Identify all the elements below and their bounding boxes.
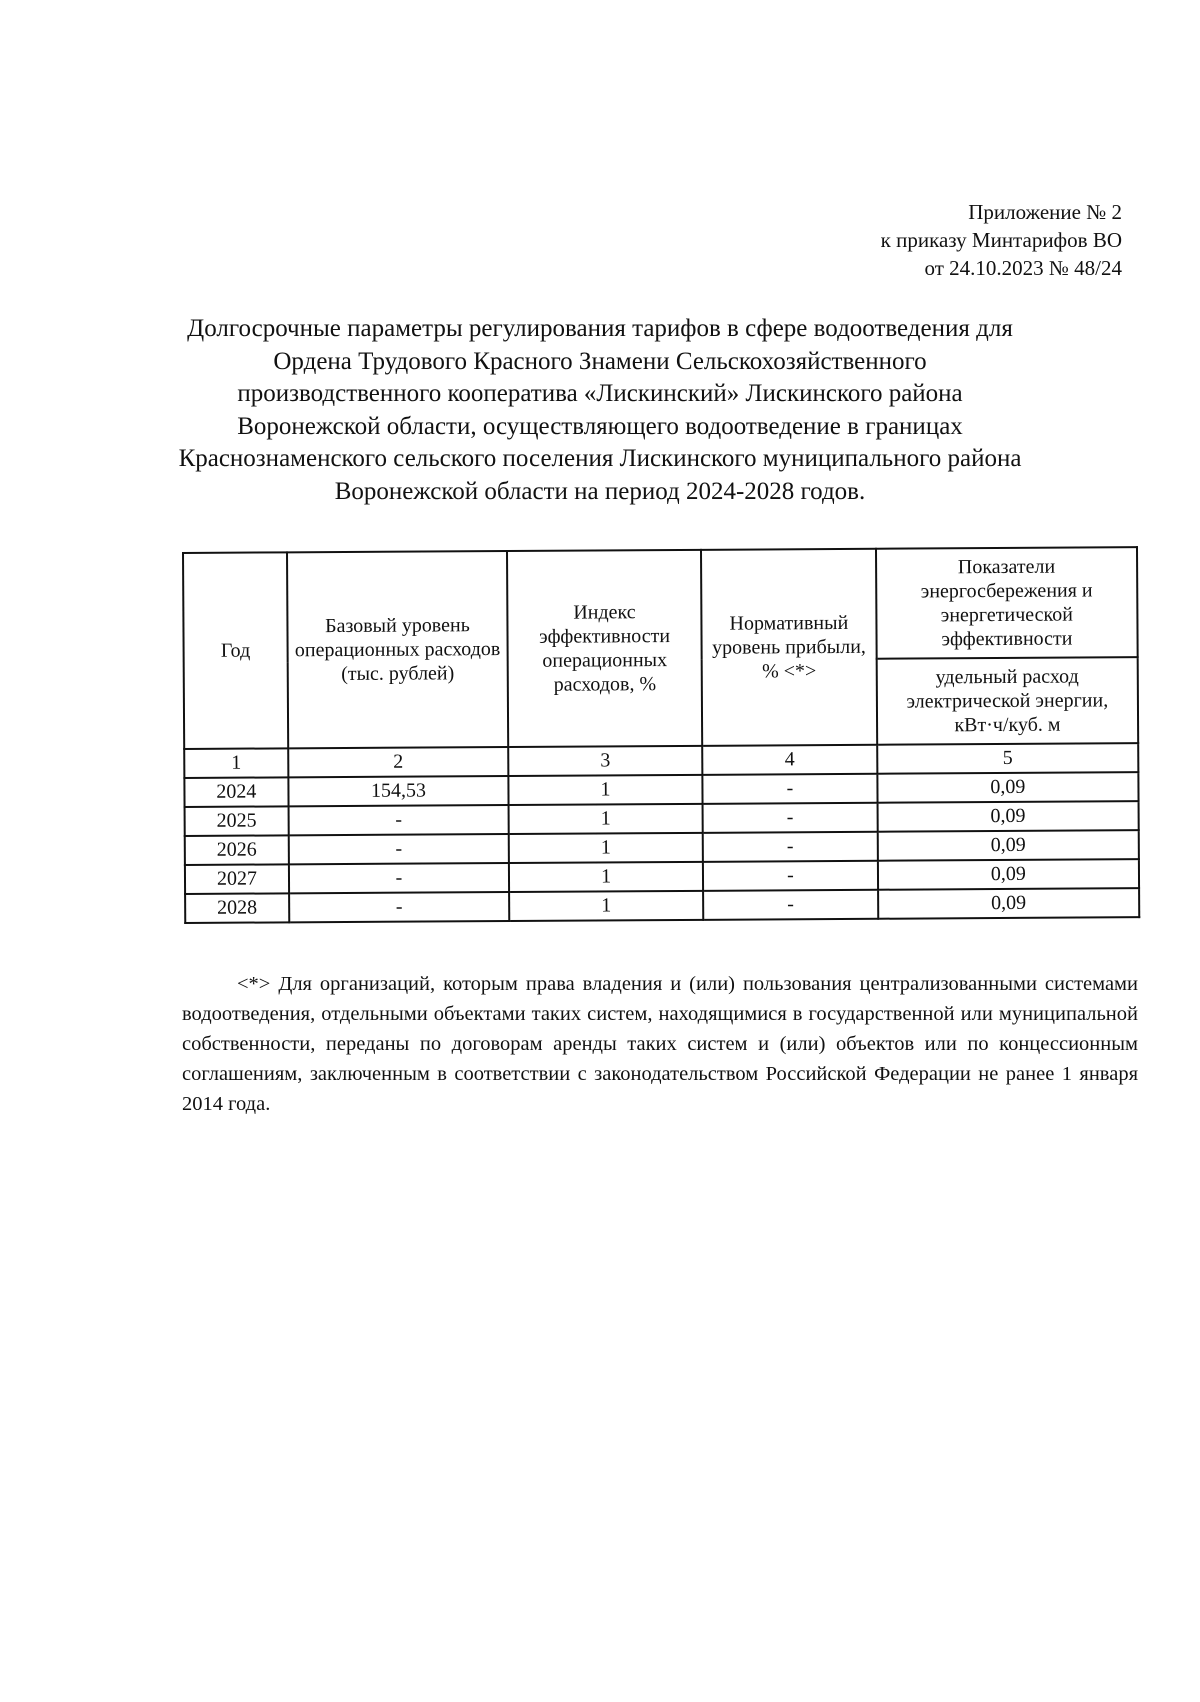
header-energy-group: Показатели энергосбережения и энергетической эффективности: [876, 547, 1138, 659]
title-line: Воронежской области, осуществляющего водоотведение в границах: [237, 412, 963, 440]
title-line: производственного кооператива «Лискинский» Лискинского района: [237, 380, 963, 407]
document-title: [150, 313, 1050, 508]
cell-efficiency-index: 1: [508, 775, 702, 805]
cell-base-level: 154,53: [288, 776, 508, 806]
title-line: Долгосрочные параметры регулирования тарифов в сфере водоотведения для: [187, 315, 1013, 342]
cell-profit-level: -: [703, 832, 878, 862]
appendix-order-ref: к приказу Минтарифов ВО: [880, 228, 1122, 252]
cell-efficiency-index: 1: [509, 804, 703, 834]
column-number: 3: [508, 746, 702, 776]
cell-energy-consumption: 0,09: [878, 859, 1139, 890]
cell-year: 2027: [185, 864, 289, 894]
cell-base-level: -: [289, 863, 509, 893]
table-header-row: [183, 547, 1138, 663]
column-number: 5: [877, 743, 1138, 774]
cell-profit-level: -: [703, 890, 878, 920]
cell-base-level: -: [289, 834, 509, 864]
cell-energy-consumption: 0,09: [877, 772, 1138, 803]
cell-year: 2024: [184, 777, 288, 807]
column-number: 4: [702, 745, 877, 775]
header-base-level: Базовый уровень операционных расходов (тыс. рублей): [287, 551, 508, 748]
cell-energy-consumption: 0,09: [877, 801, 1138, 832]
cell-energy-consumption: 0,09: [878, 888, 1139, 919]
appendix-number: Приложение № 2: [968, 200, 1122, 224]
cell-base-level: -: [288, 805, 508, 835]
appendix-header: [881, 198, 1122, 282]
cell-efficiency-index: 1: [509, 891, 703, 921]
cell-profit-level: -: [703, 861, 878, 891]
cell-year: 2028: [185, 893, 289, 923]
table-row: [185, 888, 1139, 923]
header-year: Год: [183, 552, 288, 749]
header-efficiency-index: Индекс эффективности операционных расходов, %: [507, 550, 702, 747]
cell-efficiency-index: 1: [509, 862, 703, 892]
footnote: <*> Для организаций, которым права владения и (или) пользования централизованными системами водоотведения, отдельными объектами таких систем, находящимися в государственной или муниципальной собственности, переданы по договорам аренды таких систем и (или) объектов или по концессионным соглашениям, заключенным в соответствии с законодательством Российской Федерации не ранее 1 января 2014 года.: [182, 972, 1138, 1115]
cell-efficiency-index: 1: [509, 833, 703, 863]
cell-profit-level: -: [703, 803, 878, 833]
title-line: Краснознаменского сельского поселения Лискинского муниципального района: [178, 445, 1022, 472]
title-line: Воронежской области на период 2024-2028 годов.: [334, 477, 866, 505]
parameters-table: [182, 546, 1140, 924]
column-number: 1: [184, 748, 288, 778]
header-energy-consumption: удельный расход электрической энергии, кВт·ч/куб. м: [876, 657, 1138, 745]
cell-profit-level: -: [702, 774, 877, 804]
header-profit-level: Нормативный уровень прибыли, % <*>: [701, 549, 877, 746]
cell-year: 2026: [185, 835, 289, 865]
appendix-order-date: от 24.10.2023 № 48/24: [924, 256, 1122, 280]
cell-base-level: -: [289, 892, 509, 922]
cell-energy-consumption: 0,09: [878, 830, 1139, 861]
title-line: Ордена Трудового Красного Знамени Сельскохозяйственного: [273, 347, 927, 375]
cell-year: 2025: [185, 806, 289, 836]
column-number: 2: [288, 747, 508, 777]
